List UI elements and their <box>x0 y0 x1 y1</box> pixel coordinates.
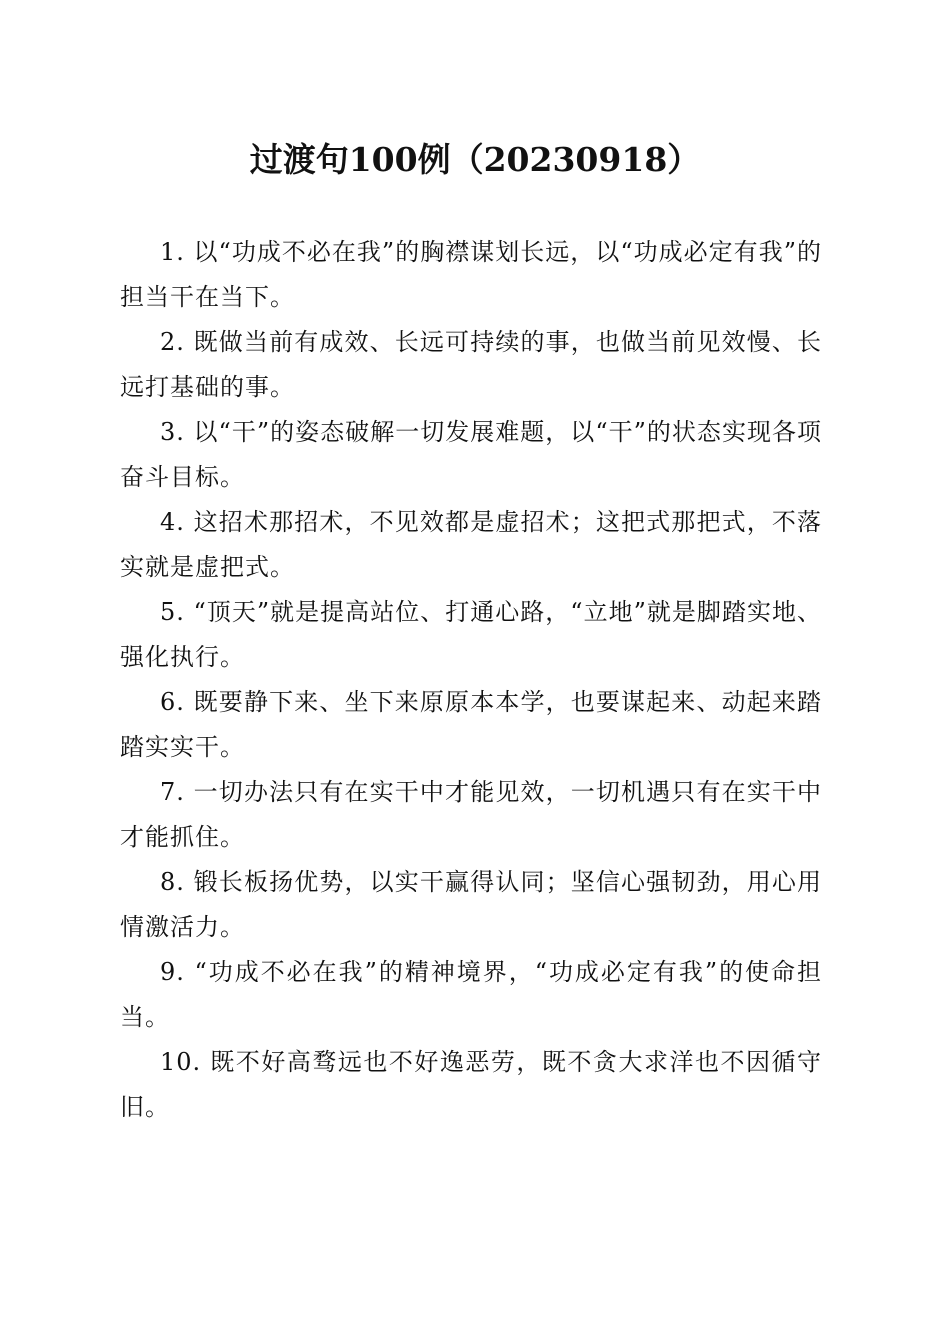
paragraph-4: 4. 这招术那招术，不见效都是虚招术；这把式那把式，不落实就是虚把式。 <box>120 508 822 581</box>
paragraph-8: 8. 锻长板扬优势，以实干赢得认同；坚信心强韧劲，用心用情激活力。 <box>120 868 822 941</box>
document-body <box>120 230 822 1130</box>
paragraph-2: 2. 既做当前有成效、长远可持续的事，也做当前见效慢、长远打基础的事。 <box>120 328 822 401</box>
paragraph-1: 1. 以“功成不必在我”的胸襟谋划长远，以“功成必定有我”的担当干在当下。 <box>120 238 822 311</box>
paragraph-6: 6. 既要静下来、坐下来原原本本学，也要谋起来、动起来踏踏实实干。 <box>120 688 822 761</box>
paragraph-5: 5. “顶天”就是提高站位、打通心路，“立地”就是脚踏实地、强化执行。 <box>120 598 822 671</box>
document-title: 过渡句100例（20230918） <box>249 140 701 179</box>
paragraph-10: 10. 既不好高骛远也不好逸恶劳，既不贪大求洋也不因循守旧。 <box>120 1048 822 1121</box>
paragraph-9: 9. “功成不必在我”的精神境界，“功成必定有我”的使命担当。 <box>120 958 822 1031</box>
paragraph-7: 7. 一切办法只有在实干中才能见效，一切机遇只有在实干中才能抓住。 <box>120 778 822 851</box>
paragraph-3: 3. 以“干”的姿态破解一切发展难题，以“干”的状态实现各项奋斗目标。 <box>120 418 822 491</box>
